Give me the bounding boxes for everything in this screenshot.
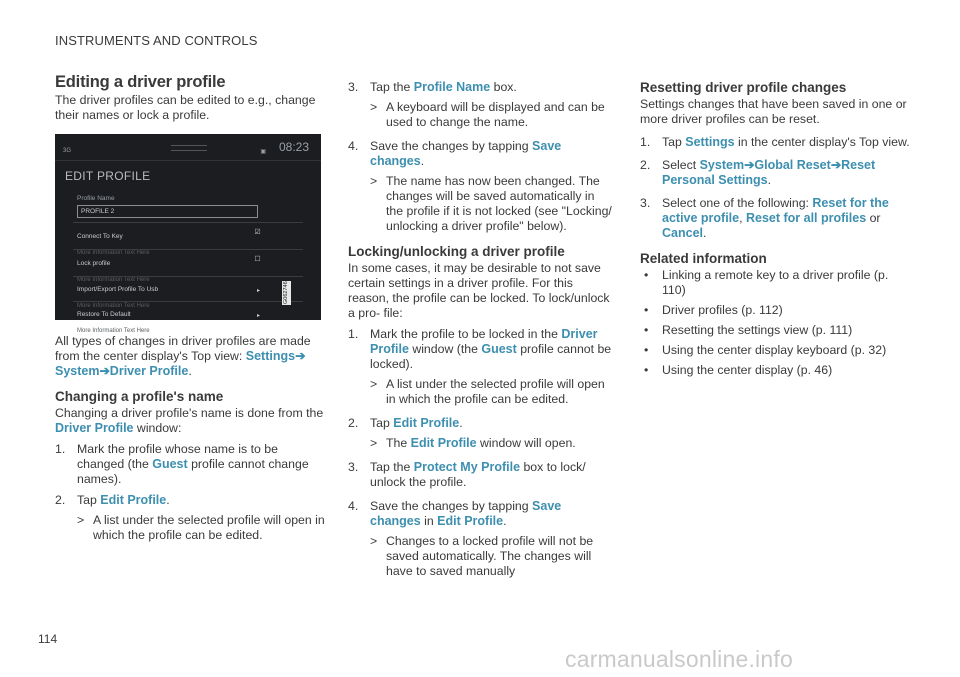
text: Tap [370, 416, 394, 430]
link-driver-profile: Driver Profile [370, 327, 598, 356]
step-number: 3. [348, 80, 359, 94]
step [348, 499, 613, 529]
divider [73, 301, 303, 302]
step [640, 196, 910, 241]
link-profile-name: Profile Name [413, 80, 491, 94]
step-number: 4. [348, 139, 359, 153]
link-save-changes: Save changes [370, 139, 562, 168]
subheading-related: Related information [640, 251, 767, 266]
step-number: 2. [55, 493, 66, 507]
edit-profile-screenshot [55, 134, 321, 334]
step-result [348, 100, 613, 130]
link-edit-profile: Edit Profile [100, 493, 167, 507]
step-number: 2. [348, 416, 359, 430]
text: or [866, 211, 881, 225]
text: Select [662, 158, 700, 172]
pull-down-handle [171, 145, 207, 151]
bullet-icon: • [644, 303, 649, 317]
profile-name-field: PROFILE 2 [77, 205, 258, 218]
text: Tap [77, 493, 101, 507]
link-system: System [699, 158, 745, 172]
text: A keyboard will be displayed and can be used to change the name. [386, 100, 605, 129]
play-arrow-icon: ▸ [257, 288, 261, 294]
step-result [348, 377, 613, 407]
bullet-icon: • [644, 363, 649, 377]
text: profile cannot change names). [77, 457, 309, 486]
result-marker: > [370, 436, 378, 450]
related-item[interactable] [640, 268, 910, 298]
step [640, 135, 910, 150]
result-marker: > [370, 534, 378, 548]
period: . [703, 226, 707, 240]
step-result [348, 436, 613, 451]
text: box to lock/ unlock the profile. [370, 460, 586, 489]
link-cancel: Cancel [662, 226, 703, 240]
period: . [503, 514, 507, 528]
related-link[interactable]: Driver profiles (p. 112) [662, 303, 783, 317]
link-settings: Settings [245, 349, 296, 363]
checkbox-empty-icon: ☐ [254, 256, 261, 263]
link-reset-all-profiles: Reset for all profiles [745, 211, 867, 225]
result-marker: > [77, 513, 85, 527]
link-save-changes: Save changes [370, 499, 562, 528]
divider [55, 160, 321, 161]
section-title: Editing a driver profile [55, 73, 226, 91]
status-signal-icon: 3G [63, 148, 72, 154]
step [348, 416, 613, 431]
setting-label: Lock profile [77, 260, 111, 267]
period: . [767, 173, 772, 187]
step [348, 139, 613, 169]
text: Changes to a locked profile will not be saved automatically. The changes will have to saved manually [386, 534, 594, 578]
text: box. [490, 80, 517, 94]
text: The [386, 436, 411, 450]
intro-paragraph: The driver profiles can be edited to e.g., change their names or lock a profile. [55, 93, 316, 122]
setting-label: Import/Export Profile To Usb [77, 286, 159, 293]
link-system: System [55, 364, 100, 378]
related-item[interactable] [640, 363, 910, 378]
text: profile cannot be locked). [370, 342, 612, 371]
setting-sub: More Information Text Here [77, 328, 150, 334]
step [640, 158, 910, 188]
link-edit-profile: Edit Profile [410, 436, 477, 450]
step-result [348, 174, 613, 234]
text: window: [133, 421, 182, 435]
column-2 [348, 80, 613, 579]
link-reset-active-profile: Reset for the active profile [662, 196, 889, 225]
top-view-paragraph [55, 334, 325, 379]
step [348, 80, 613, 95]
arrow-icon: ➔ [99, 364, 110, 378]
text: The name has now been changed. The changes will be saved automatically in the profile if it is not locked (see "Locking/ unlocking a driver profile" below). [386, 174, 612, 233]
checkbox-checked-icon: ☑ [254, 229, 261, 236]
text: Mark the profile to be locked in the [370, 327, 562, 341]
running-header: INSTRUMENTS AND CONTROLS [55, 33, 258, 48]
text: in [420, 514, 438, 528]
link-global-reset: Global Reset [754, 158, 831, 172]
watermark: carmanualsonline.info [565, 646, 793, 672]
divider [73, 276, 303, 277]
link-settings: Settings [685, 135, 735, 149]
setting-label: Restore To Default [77, 311, 131, 318]
text: Tap the [370, 460, 414, 474]
image-code: G062746 [283, 281, 289, 305]
step [348, 327, 613, 372]
step-number: 1. [640, 135, 651, 149]
text: Save the changes by tapping [370, 139, 533, 153]
link-guest: Guest [152, 457, 188, 471]
step-result [348, 534, 613, 579]
step-number: 1. [55, 442, 66, 456]
related-item[interactable] [640, 303, 910, 318]
setting-sub: More Information Text Here [77, 277, 150, 283]
text: window (the [408, 342, 482, 356]
step-number: 4. [348, 499, 359, 513]
text: A list under the selected profile will open in which the profile can be edited. [93, 513, 325, 542]
link-driver-profile: Driver Profile [55, 421, 134, 435]
period: . [459, 416, 463, 430]
page-number: 114 [38, 632, 58, 646]
text: Mark the profile whose name is to be changed (the [77, 442, 278, 471]
setting-row [77, 307, 150, 339]
lock-intro: In some cases, it may be desirable to not save certain settings in a driver profile. For this reason, the profile can be locked. To lock/unlock a pro- file: [348, 261, 610, 320]
arrow-icon: ➔ [830, 158, 842, 172]
column-1 [55, 75, 325, 543]
related-item[interactable] [640, 343, 910, 358]
period: . [166, 493, 170, 507]
change-name-intro [55, 406, 325, 436]
text: in the center display's Top view. [734, 135, 910, 149]
bullet-icon: • [644, 268, 649, 282]
arrow-icon: ➔ [744, 158, 755, 172]
text: Select one of the following: [662, 196, 813, 210]
result-marker: > [370, 100, 378, 114]
text: All types of changes in driver profiles are made from the center display's Top view: [55, 334, 311, 363]
reset-intro: Settings changes that have been saved in one or more driver profiles can be reset. [640, 97, 907, 126]
clock: 08:23 [278, 140, 309, 154]
related-link[interactable]: Linking a remote key to a driver profile (p. 110) [662, 268, 889, 297]
result-marker: > [370, 377, 378, 391]
link-guest: Guest [481, 342, 517, 356]
arrow-icon: ➔ [295, 349, 306, 363]
divider [73, 249, 303, 250]
screen-title: EDIT PROFILE [65, 169, 151, 183]
setting-sub: More Information Text Here [77, 250, 150, 256]
period: . [420, 154, 425, 168]
profile-name-label: Profile Name [77, 195, 115, 202]
comma: , [739, 211, 746, 225]
subheading-change-name: Changing a profile's name [55, 389, 224, 404]
step [55, 442, 325, 487]
bullet-icon: • [644, 323, 649, 337]
setting-label: Connect To Key [77, 233, 123, 240]
step-number: 1. [348, 327, 359, 341]
step-result [55, 513, 325, 543]
text: Changing a driver profile's name is done from the [55, 406, 324, 420]
related-item[interactable] [640, 323, 910, 338]
status-icon: ▣ [260, 149, 266, 155]
play-arrow-icon: ▸ [257, 313, 261, 319]
related-link[interactable]: Using the center display (p. 46) [662, 363, 833, 377]
bullet-icon: • [644, 343, 649, 357]
divider [73, 222, 303, 223]
setting-sub: More Information Text Here [77, 303, 150, 309]
link-edit-profile: Edit Profile [393, 416, 460, 430]
subheading-reset: Resetting driver profile changes [640, 80, 847, 95]
step-number: 3. [640, 196, 651, 210]
step-number: 2. [640, 158, 651, 172]
link-edit-profile: Edit Profile [437, 514, 504, 528]
link-reset-personal-settings: Reset Personal Settings [662, 158, 876, 187]
text: window will open. [476, 436, 576, 450]
text: Tap the [370, 80, 414, 94]
subheading-lock: Locking/unlocking a driver profile [348, 244, 565, 259]
step [55, 493, 325, 508]
step-number: 3. [348, 460, 359, 474]
link-driver-profile: Driver Profile [109, 364, 189, 378]
related-link[interactable]: Resetting the settings view (p. 111) [662, 323, 853, 337]
related-link[interactable]: Using the center display keyboard (p. 32) [662, 343, 887, 357]
text: Save the changes by tapping [370, 499, 533, 513]
period: . [188, 364, 192, 378]
text: Tap [662, 135, 686, 149]
result-marker: > [370, 174, 378, 188]
text: A list under the selected profile will open in which the profile can be edited. [386, 377, 605, 406]
column-3 [640, 80, 910, 378]
link-protect-my-profile: Protect My Profile [413, 460, 521, 474]
step [348, 460, 613, 490]
